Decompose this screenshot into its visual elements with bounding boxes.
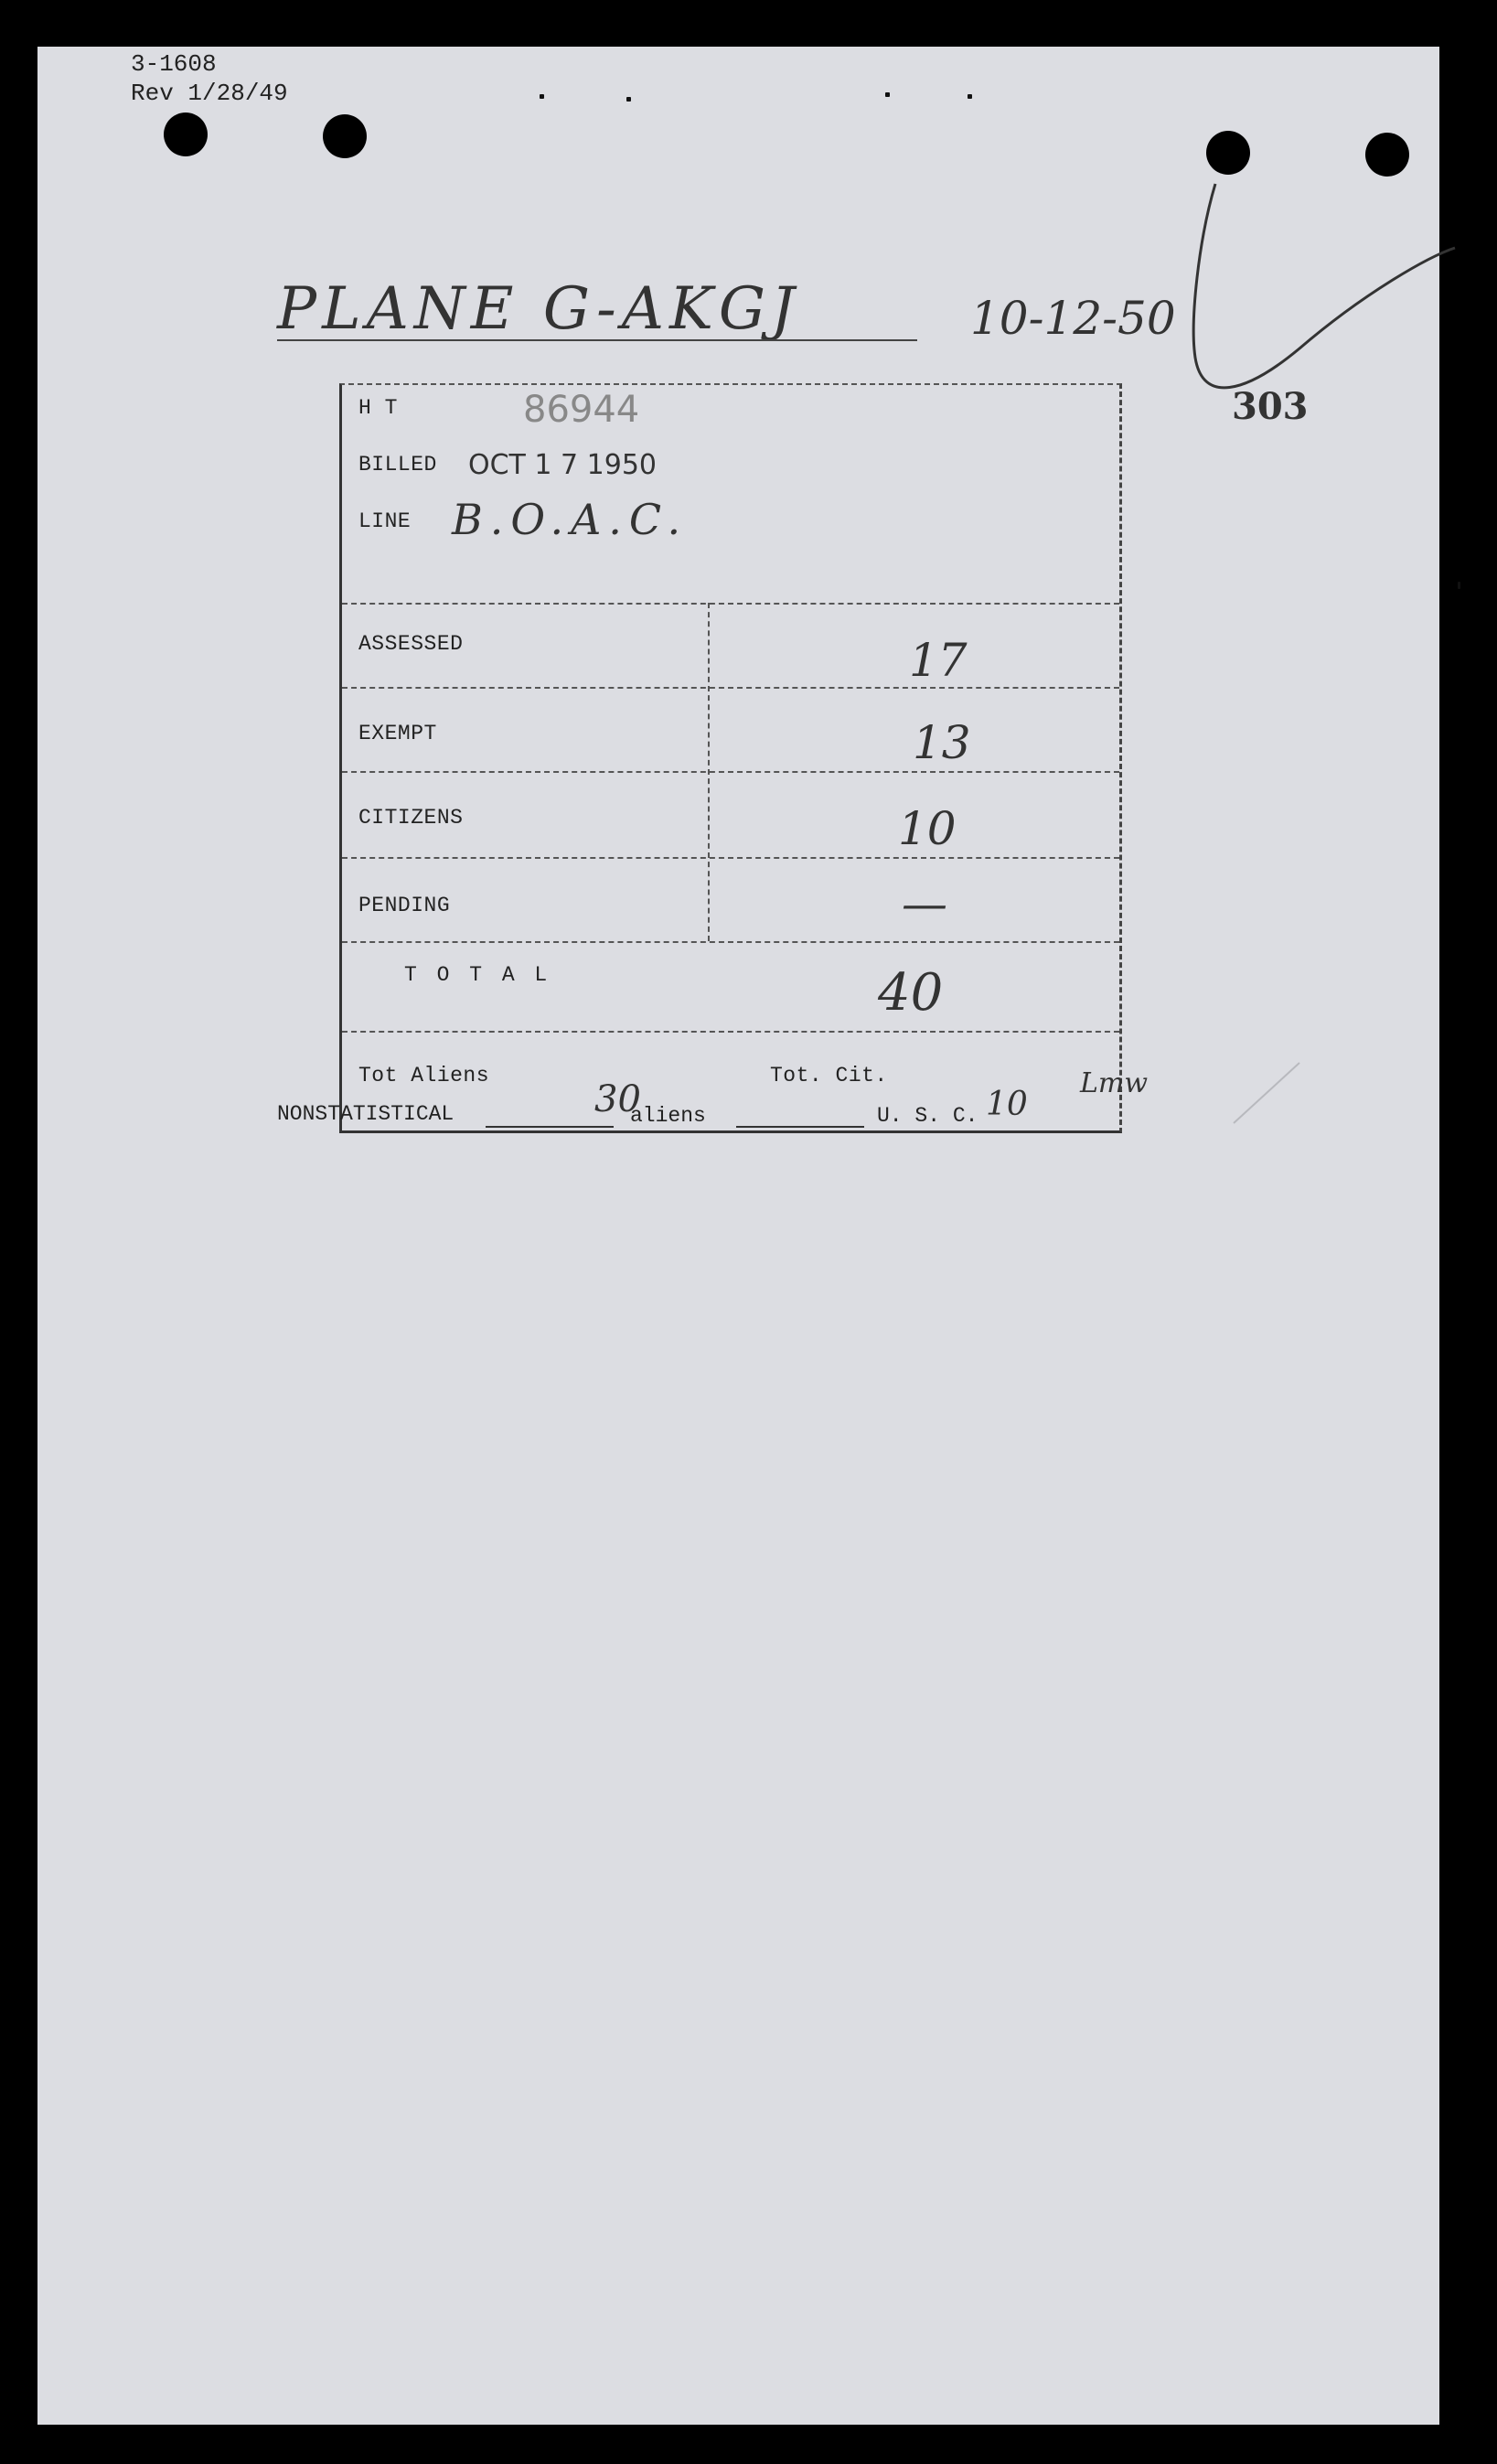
tot-cit-label: Tot. Cit. <box>770 1064 888 1087</box>
exempt-value: 13 <box>913 716 971 769</box>
aliens-label: aliens <box>630 1104 706 1128</box>
citizens-value: 10 <box>898 802 957 855</box>
total-label: T O T A L <box>404 963 551 987</box>
assessed-value: 17 <box>909 634 968 687</box>
billed-label: BILLED <box>358 453 437 477</box>
ht-label: H T <box>358 396 398 420</box>
form-number: 3-1608 <box>131 50 217 78</box>
divider <box>342 687 1119 689</box>
page-number-stamp: 303 <box>1232 385 1309 428</box>
document-page <box>37 47 1439 2425</box>
speck <box>540 94 544 99</box>
total-value: 40 <box>878 963 944 1023</box>
nonstatistical-blank <box>486 1126 614 1128</box>
usc-label: U. S. C. <box>877 1104 978 1128</box>
ht-number-stamp: 86944 <box>523 389 640 431</box>
divider <box>342 603 1119 605</box>
speck <box>885 92 890 97</box>
handwritten-date: 10-12-50 <box>970 292 1176 345</box>
speck <box>626 97 631 102</box>
pencil-mark <box>1226 1057 1309 1130</box>
punch-hole-left-1 <box>164 112 208 156</box>
divider <box>342 941 1119 943</box>
handwritten-plane-id: PLANE G-AKGJ <box>277 275 800 343</box>
line-value: B.O.A.C. <box>452 495 689 544</box>
tot-aliens-value: 30 <box>594 1078 641 1120</box>
exempt-label: EXEMPT <box>358 722 437 745</box>
billed-date-stamp: OCT 1 7 1950 <box>468 449 658 481</box>
citizens-label: CITIZENS <box>358 806 464 830</box>
punch-hole-left-2 <box>323 114 367 158</box>
pen-stroke <box>1190 166 1492 422</box>
pending-value: — <box>902 877 947 930</box>
initials: Lmw <box>1080 1067 1149 1099</box>
tot-cit-value: 10 <box>986 1086 1028 1123</box>
form-revision: Rev 1/28/49 <box>131 80 288 107</box>
line-label: LINE <box>358 509 412 533</box>
nonstatistical-label: NONSTATISTICAL <box>277 1102 454 1126</box>
assessed-label: ASSESSED <box>358 632 464 656</box>
divider <box>342 857 1119 859</box>
tot-aliens-label: Tot Aliens <box>358 1064 490 1087</box>
manifest-form-box <box>339 383 1122 1133</box>
divider <box>342 771 1119 773</box>
speck <box>968 94 972 99</box>
pending-label: PENDING <box>358 894 451 917</box>
aliens-blank <box>736 1126 864 1128</box>
speck <box>1458 582 1460 589</box>
divider <box>342 1031 1119 1033</box>
title-underline <box>277 339 917 341</box>
